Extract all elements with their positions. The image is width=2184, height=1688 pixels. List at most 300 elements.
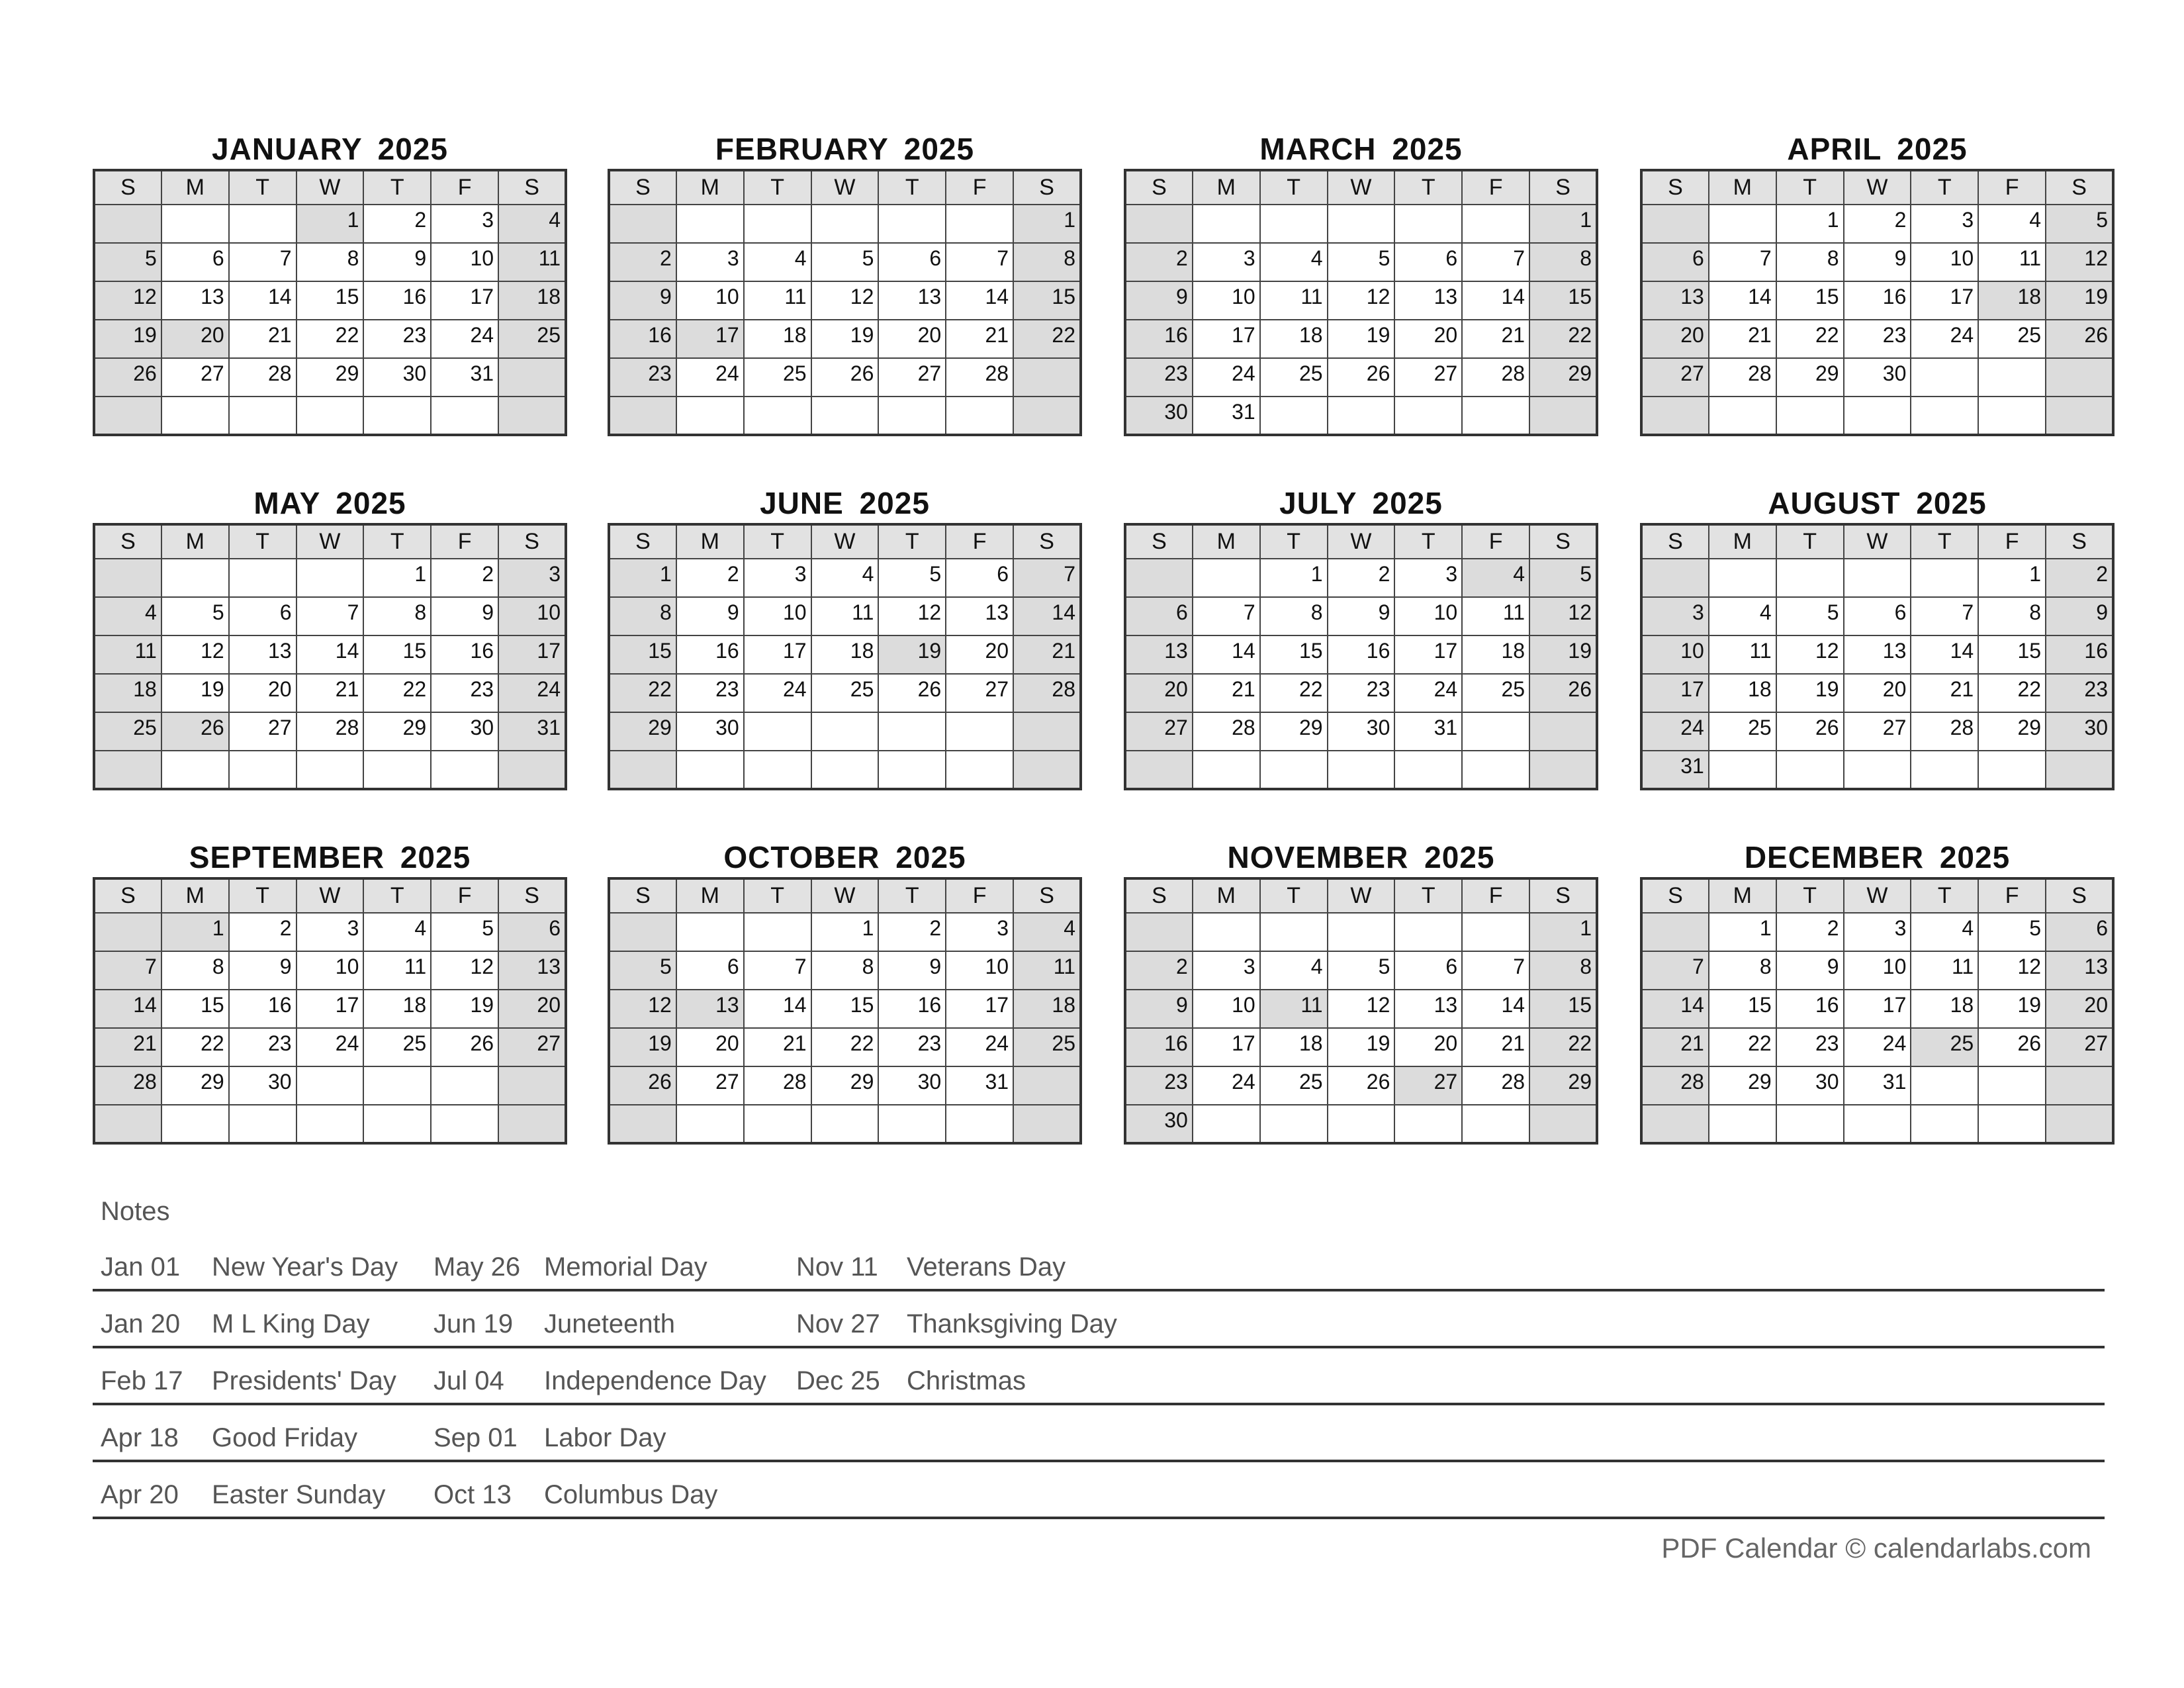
day-cell: 7 — [296, 597, 364, 635]
month-title — [1124, 837, 1598, 877]
month-title — [1640, 129, 2115, 169]
weekday-header: T — [1776, 170, 1844, 205]
day-cell: 28 — [296, 712, 364, 751]
empty-cell — [878, 1105, 946, 1143]
empty-cell — [1013, 1105, 1081, 1143]
day-cell: 26 — [1328, 1066, 1395, 1105]
day-cell: 30 — [431, 712, 498, 751]
day-cell: 10 — [1911, 243, 1978, 281]
empty-cell — [94, 913, 161, 951]
month-june — [608, 483, 1082, 790]
day-cell: 8 — [1529, 951, 1597, 990]
day-cell: 9 — [878, 951, 946, 990]
day-cell: 22 — [161, 1028, 229, 1066]
month-name: DECEMBER — [1744, 840, 1925, 874]
weekday-header: W — [1844, 170, 1911, 205]
day-cell: 23 — [609, 358, 676, 397]
day-cell: 28 — [1013, 674, 1081, 712]
day-cell: 21 — [1641, 1028, 1709, 1066]
day-cell: 30 — [1844, 358, 1911, 397]
day-cell: 3 — [946, 913, 1013, 951]
empty-cell — [946, 712, 1013, 751]
month-year: 2025 — [1916, 486, 1987, 520]
day-cell: 17 — [744, 635, 811, 674]
day-cell: 14 — [1193, 635, 1260, 674]
holiday-date: Nov 27 — [796, 1309, 880, 1338]
day-cell: 10 — [1641, 635, 1709, 674]
day-cell: 1 — [161, 913, 229, 951]
holiday-name: Christmas — [907, 1366, 1026, 1395]
weekday-header: W — [811, 524, 879, 559]
day-cell: 11 — [744, 281, 811, 320]
day-cell: 13 — [1641, 281, 1709, 320]
day-cell: 29 — [811, 1066, 879, 1105]
day-cell: 3 — [498, 559, 566, 597]
weekday-header: S — [94, 170, 161, 205]
day-cell: 12 — [161, 635, 229, 674]
day-cell: 20 — [946, 635, 1013, 674]
empty-cell — [676, 1105, 744, 1143]
day-cell: 24 — [1641, 712, 1709, 751]
month-year: 2025 — [1424, 840, 1495, 874]
empty-cell — [609, 397, 676, 435]
day-cell: 30 — [676, 712, 744, 751]
day-cell: 1 — [1013, 205, 1081, 243]
holiday-date: Apr 18 — [101, 1423, 179, 1452]
day-cell: 22 — [1260, 674, 1328, 712]
day-cell: 13 — [1125, 635, 1193, 674]
day-cell: 28 — [744, 1066, 811, 1105]
holiday-date: Jul 04 — [433, 1366, 504, 1395]
month-title — [93, 129, 567, 169]
holiday-name: Easter Sunday — [212, 1480, 386, 1509]
day-cell: 22 — [1529, 320, 1597, 358]
day-cell: 16 — [878, 990, 946, 1028]
empty-cell — [94, 1105, 161, 1143]
holiday-date: Sep 01 — [433, 1423, 518, 1452]
empty-cell — [1844, 559, 1911, 597]
empty-cell — [1776, 1105, 1844, 1143]
empty-cell — [1709, 205, 1776, 243]
day-cell: 25 — [744, 358, 811, 397]
day-cell: 4 — [1978, 205, 2046, 243]
day-cell: 11 — [498, 243, 566, 281]
weekday-header: T — [744, 524, 811, 559]
empty-cell — [744, 1105, 811, 1143]
day-cell: 24 — [676, 358, 744, 397]
day-cell: 14 — [1462, 281, 1529, 320]
empty-cell — [1844, 1105, 1911, 1143]
empty-cell — [1013, 1066, 1081, 1105]
day-cell: 21 — [1462, 320, 1529, 358]
empty-cell — [229, 205, 296, 243]
empty-cell — [1776, 559, 1844, 597]
day-cell: 5 — [161, 597, 229, 635]
day-cell: 26 — [2046, 320, 2113, 358]
day-cell: 20 — [2046, 990, 2113, 1028]
holiday-row — [93, 1348, 2105, 1405]
day-cell: 27 — [229, 712, 296, 751]
day-cell: 11 — [1709, 635, 1776, 674]
notes-section — [93, 1188, 2105, 1519]
empty-cell — [1260, 751, 1328, 789]
empty-cell — [1776, 751, 1844, 789]
day-cell: 24 — [946, 1028, 1013, 1066]
day-cell: 15 — [161, 990, 229, 1028]
empty-cell — [229, 397, 296, 435]
day-cell: 18 — [1013, 990, 1081, 1028]
weekday-header: F — [431, 524, 498, 559]
month-february — [608, 129, 1082, 436]
empty-cell — [676, 397, 744, 435]
day-cell: 18 — [744, 320, 811, 358]
weekday-header: M — [1193, 524, 1260, 559]
empty-cell — [2046, 1066, 2113, 1105]
empty-cell — [1844, 751, 1911, 789]
month-grid — [1640, 877, 2115, 1145]
day-cell: 14 — [296, 635, 364, 674]
day-cell: 27 — [498, 1028, 566, 1066]
empty-cell — [946, 397, 1013, 435]
day-cell: 24 — [744, 674, 811, 712]
day-cell: 20 — [1394, 1028, 1462, 1066]
month-name: JUNE — [760, 486, 844, 520]
month-grid — [1640, 523, 2115, 790]
day-cell: 13 — [229, 635, 296, 674]
empty-cell — [498, 1105, 566, 1143]
holiday-date: Dec 25 — [796, 1366, 880, 1395]
empty-cell — [1394, 1105, 1462, 1143]
day-cell: 25 — [1013, 1028, 1081, 1066]
weekday-header: S — [1125, 524, 1193, 559]
day-cell: 8 — [1776, 243, 1844, 281]
holiday-date: Feb 17 — [101, 1366, 183, 1395]
empty-cell — [296, 1105, 364, 1143]
day-cell: 8 — [1709, 951, 1776, 990]
weekday-header: M — [676, 170, 744, 205]
day-cell: 18 — [1260, 320, 1328, 358]
empty-cell — [498, 397, 566, 435]
day-cell: 2 — [363, 205, 431, 243]
day-cell: 22 — [296, 320, 364, 358]
day-cell: 23 — [1844, 320, 1911, 358]
month-name: SEPTEMBER — [189, 840, 385, 874]
day-cell: 18 — [1709, 674, 1776, 712]
day-cell: 28 — [1641, 1066, 1709, 1105]
day-cell: 20 — [1641, 320, 1709, 358]
weekday-header: M — [1193, 170, 1260, 205]
day-cell: 12 — [431, 951, 498, 990]
month-year: 2025 — [903, 132, 975, 166]
day-cell: 24 — [431, 320, 498, 358]
day-cell: 5 — [1776, 597, 1844, 635]
day-cell: 2 — [1328, 559, 1395, 597]
empty-cell — [676, 205, 744, 243]
day-cell: 1 — [1709, 913, 1776, 951]
day-cell: 9 — [609, 281, 676, 320]
empty-cell — [498, 751, 566, 789]
day-cell: 29 — [1709, 1066, 1776, 1105]
weekday-header: W — [1328, 878, 1395, 913]
day-cell: 11 — [1462, 597, 1529, 635]
day-cell: 10 — [1193, 990, 1260, 1028]
day-cell: 5 — [1978, 913, 2046, 951]
weekday-header: W — [811, 170, 879, 205]
holiday-name: Veterans Day — [907, 1252, 1066, 1282]
month-december — [1640, 837, 2115, 1145]
day-cell: 11 — [1911, 951, 1978, 990]
empty-cell — [1641, 559, 1709, 597]
day-cell: 9 — [229, 951, 296, 990]
day-cell: 28 — [229, 358, 296, 397]
weekday-header: F — [1978, 524, 2046, 559]
day-cell: 10 — [744, 597, 811, 635]
day-cell: 13 — [498, 951, 566, 990]
day-cell: 31 — [431, 358, 498, 397]
day-cell: 15 — [1978, 635, 2046, 674]
day-cell: 17 — [498, 635, 566, 674]
month-name: OCTOBER — [723, 840, 880, 874]
weekday-header: S — [94, 524, 161, 559]
holiday-name: Good Friday — [212, 1423, 358, 1452]
month-title — [608, 837, 1082, 877]
day-cell: 19 — [2046, 281, 2113, 320]
day-cell: 27 — [1394, 1066, 1462, 1105]
month-year: 2025 — [336, 486, 406, 520]
day-cell: 7 — [744, 951, 811, 990]
empty-cell — [1529, 751, 1597, 789]
weekday-header: T — [363, 170, 431, 205]
day-cell: 20 — [1844, 674, 1911, 712]
weekday-header: T — [878, 170, 946, 205]
empty-cell — [1013, 358, 1081, 397]
empty-cell — [609, 205, 676, 243]
day-cell: 25 — [1911, 1028, 1978, 1066]
day-cell: 15 — [609, 635, 676, 674]
empty-cell — [1844, 397, 1911, 435]
day-cell: 18 — [1462, 635, 1529, 674]
day-cell: 13 — [2046, 951, 2113, 990]
weekday-header: T — [363, 878, 431, 913]
day-cell: 7 — [1709, 243, 1776, 281]
day-cell: 5 — [1328, 951, 1395, 990]
day-cell: 4 — [1911, 913, 1978, 951]
day-cell: 3 — [1844, 913, 1911, 951]
day-cell: 23 — [878, 1028, 946, 1066]
weekday-header: T — [229, 878, 296, 913]
day-cell: 21 — [1013, 635, 1081, 674]
day-cell: 18 — [498, 281, 566, 320]
holiday-name: Presidents' Day — [212, 1366, 396, 1395]
day-cell: 20 — [1394, 320, 1462, 358]
empty-cell — [161, 1105, 229, 1143]
day-cell: 30 — [878, 1066, 946, 1105]
weekday-header: W — [1328, 524, 1395, 559]
day-cell: 14 — [229, 281, 296, 320]
day-cell: 5 — [609, 951, 676, 990]
weekday-header: W — [811, 878, 879, 913]
empty-cell — [1911, 1066, 1978, 1105]
empty-cell — [1260, 1105, 1328, 1143]
day-cell: 21 — [229, 320, 296, 358]
day-cell: 13 — [676, 990, 744, 1028]
empty-cell — [744, 205, 811, 243]
day-cell: 24 — [1193, 1066, 1260, 1105]
day-cell: 1 — [609, 559, 676, 597]
empty-cell — [94, 559, 161, 597]
day-cell: 13 — [878, 281, 946, 320]
empty-cell — [1978, 1105, 2046, 1143]
month-grid — [608, 877, 1082, 1145]
day-cell: 15 — [811, 990, 879, 1028]
day-cell: 1 — [1260, 559, 1328, 597]
empty-cell — [811, 397, 879, 435]
day-cell: 2 — [431, 559, 498, 597]
month-title — [1124, 129, 1598, 169]
empty-cell — [1911, 358, 1978, 397]
day-cell: 8 — [811, 951, 879, 990]
day-cell: 29 — [161, 1066, 229, 1105]
holiday-row — [93, 1405, 2105, 1462]
day-cell: 28 — [1709, 358, 1776, 397]
day-cell: 30 — [1125, 397, 1193, 435]
day-cell: 31 — [1641, 751, 1709, 789]
empty-cell — [744, 397, 811, 435]
day-cell: 20 — [161, 320, 229, 358]
day-cell: 8 — [609, 597, 676, 635]
day-cell: 26 — [1529, 674, 1597, 712]
empty-cell — [1462, 712, 1529, 751]
empty-cell — [94, 751, 161, 789]
day-cell: 30 — [1776, 1066, 1844, 1105]
day-cell: 2 — [676, 559, 744, 597]
holiday-name: Columbus Day — [544, 1480, 718, 1509]
day-cell: 26 — [1328, 358, 1395, 397]
day-cell: 22 — [1709, 1028, 1776, 1066]
day-cell: 4 — [1462, 559, 1529, 597]
day-cell: 17 — [1641, 674, 1709, 712]
month-title — [1640, 483, 2115, 523]
day-cell: 12 — [1328, 281, 1395, 320]
day-cell: 10 — [946, 951, 1013, 990]
weekday-header: F — [1462, 524, 1529, 559]
day-cell: 7 — [1641, 951, 1709, 990]
day-cell: 2 — [1125, 951, 1193, 990]
month-april — [1640, 129, 2115, 436]
weekday-header: W — [296, 170, 364, 205]
day-cell: 6 — [229, 597, 296, 635]
day-cell: 19 — [94, 320, 161, 358]
weekday-header: S — [1529, 170, 1597, 205]
day-cell: 7 — [1193, 597, 1260, 635]
day-cell: 24 — [498, 674, 566, 712]
day-cell: 11 — [1013, 951, 1081, 990]
day-cell: 5 — [2046, 205, 2113, 243]
day-cell: 22 — [609, 674, 676, 712]
empty-cell — [1125, 751, 1193, 789]
day-cell: 1 — [1529, 205, 1597, 243]
day-cell: 27 — [2046, 1028, 2113, 1066]
day-cell: 7 — [1462, 243, 1529, 281]
day-cell: 5 — [811, 243, 879, 281]
empty-cell — [1529, 397, 1597, 435]
day-cell: 10 — [296, 951, 364, 990]
weekday-header: F — [1462, 170, 1529, 205]
day-cell: 23 — [1125, 1066, 1193, 1105]
day-cell: 1 — [363, 559, 431, 597]
holiday-list — [93, 1235, 2105, 1519]
day-cell: 15 — [1013, 281, 1081, 320]
day-cell: 23 — [431, 674, 498, 712]
empty-cell — [1641, 205, 1709, 243]
weekday-header: T — [1911, 878, 1978, 913]
month-year: 2025 — [1372, 486, 1443, 520]
day-cell: 2 — [229, 913, 296, 951]
weekday-header: S — [498, 524, 566, 559]
empty-cell — [811, 205, 879, 243]
day-cell: 27 — [1641, 358, 1709, 397]
month-grid — [1640, 169, 2115, 436]
day-cell: 27 — [1125, 712, 1193, 751]
empty-cell — [1641, 1105, 1709, 1143]
day-cell: 31 — [1394, 712, 1462, 751]
empty-cell — [946, 751, 1013, 789]
weekday-header: S — [94, 878, 161, 913]
empty-cell — [161, 397, 229, 435]
day-cell: 14 — [94, 990, 161, 1028]
month-year: 2025 — [859, 486, 930, 520]
day-cell: 18 — [1260, 1028, 1328, 1066]
empty-cell — [1125, 559, 1193, 597]
empty-cell — [1193, 913, 1260, 951]
empty-cell — [431, 751, 498, 789]
day-cell: 25 — [498, 320, 566, 358]
day-cell: 16 — [609, 320, 676, 358]
empty-cell — [161, 205, 229, 243]
day-cell: 11 — [363, 951, 431, 990]
month-grid — [93, 169, 567, 436]
day-cell: 26 — [431, 1028, 498, 1066]
empty-cell — [1394, 397, 1462, 435]
day-cell: 1 — [1529, 913, 1597, 951]
empty-cell — [676, 751, 744, 789]
weekday-header: T — [1394, 878, 1462, 913]
empty-cell — [363, 1105, 431, 1143]
day-cell: 5 — [94, 243, 161, 281]
empty-cell — [1709, 1105, 1776, 1143]
day-cell: 23 — [1776, 1028, 1844, 1066]
day-cell: 26 — [811, 358, 879, 397]
day-cell: 22 — [811, 1028, 879, 1066]
weekday-header: F — [1978, 170, 2046, 205]
weekday-header: M — [161, 878, 229, 913]
day-cell: 12 — [94, 281, 161, 320]
month-year: 2025 — [377, 132, 448, 166]
empty-cell — [363, 1066, 431, 1105]
empty-cell — [609, 913, 676, 951]
empty-cell — [161, 559, 229, 597]
day-cell: 21 — [1193, 674, 1260, 712]
day-cell: 26 — [878, 674, 946, 712]
day-cell: 14 — [1641, 990, 1709, 1028]
day-cell: 28 — [1462, 1066, 1529, 1105]
day-cell: 6 — [161, 243, 229, 281]
empty-cell — [296, 397, 364, 435]
empty-cell — [1328, 397, 1395, 435]
day-cell: 26 — [161, 712, 229, 751]
weekday-header: S — [1013, 878, 1081, 913]
day-cell: 4 — [1260, 243, 1328, 281]
